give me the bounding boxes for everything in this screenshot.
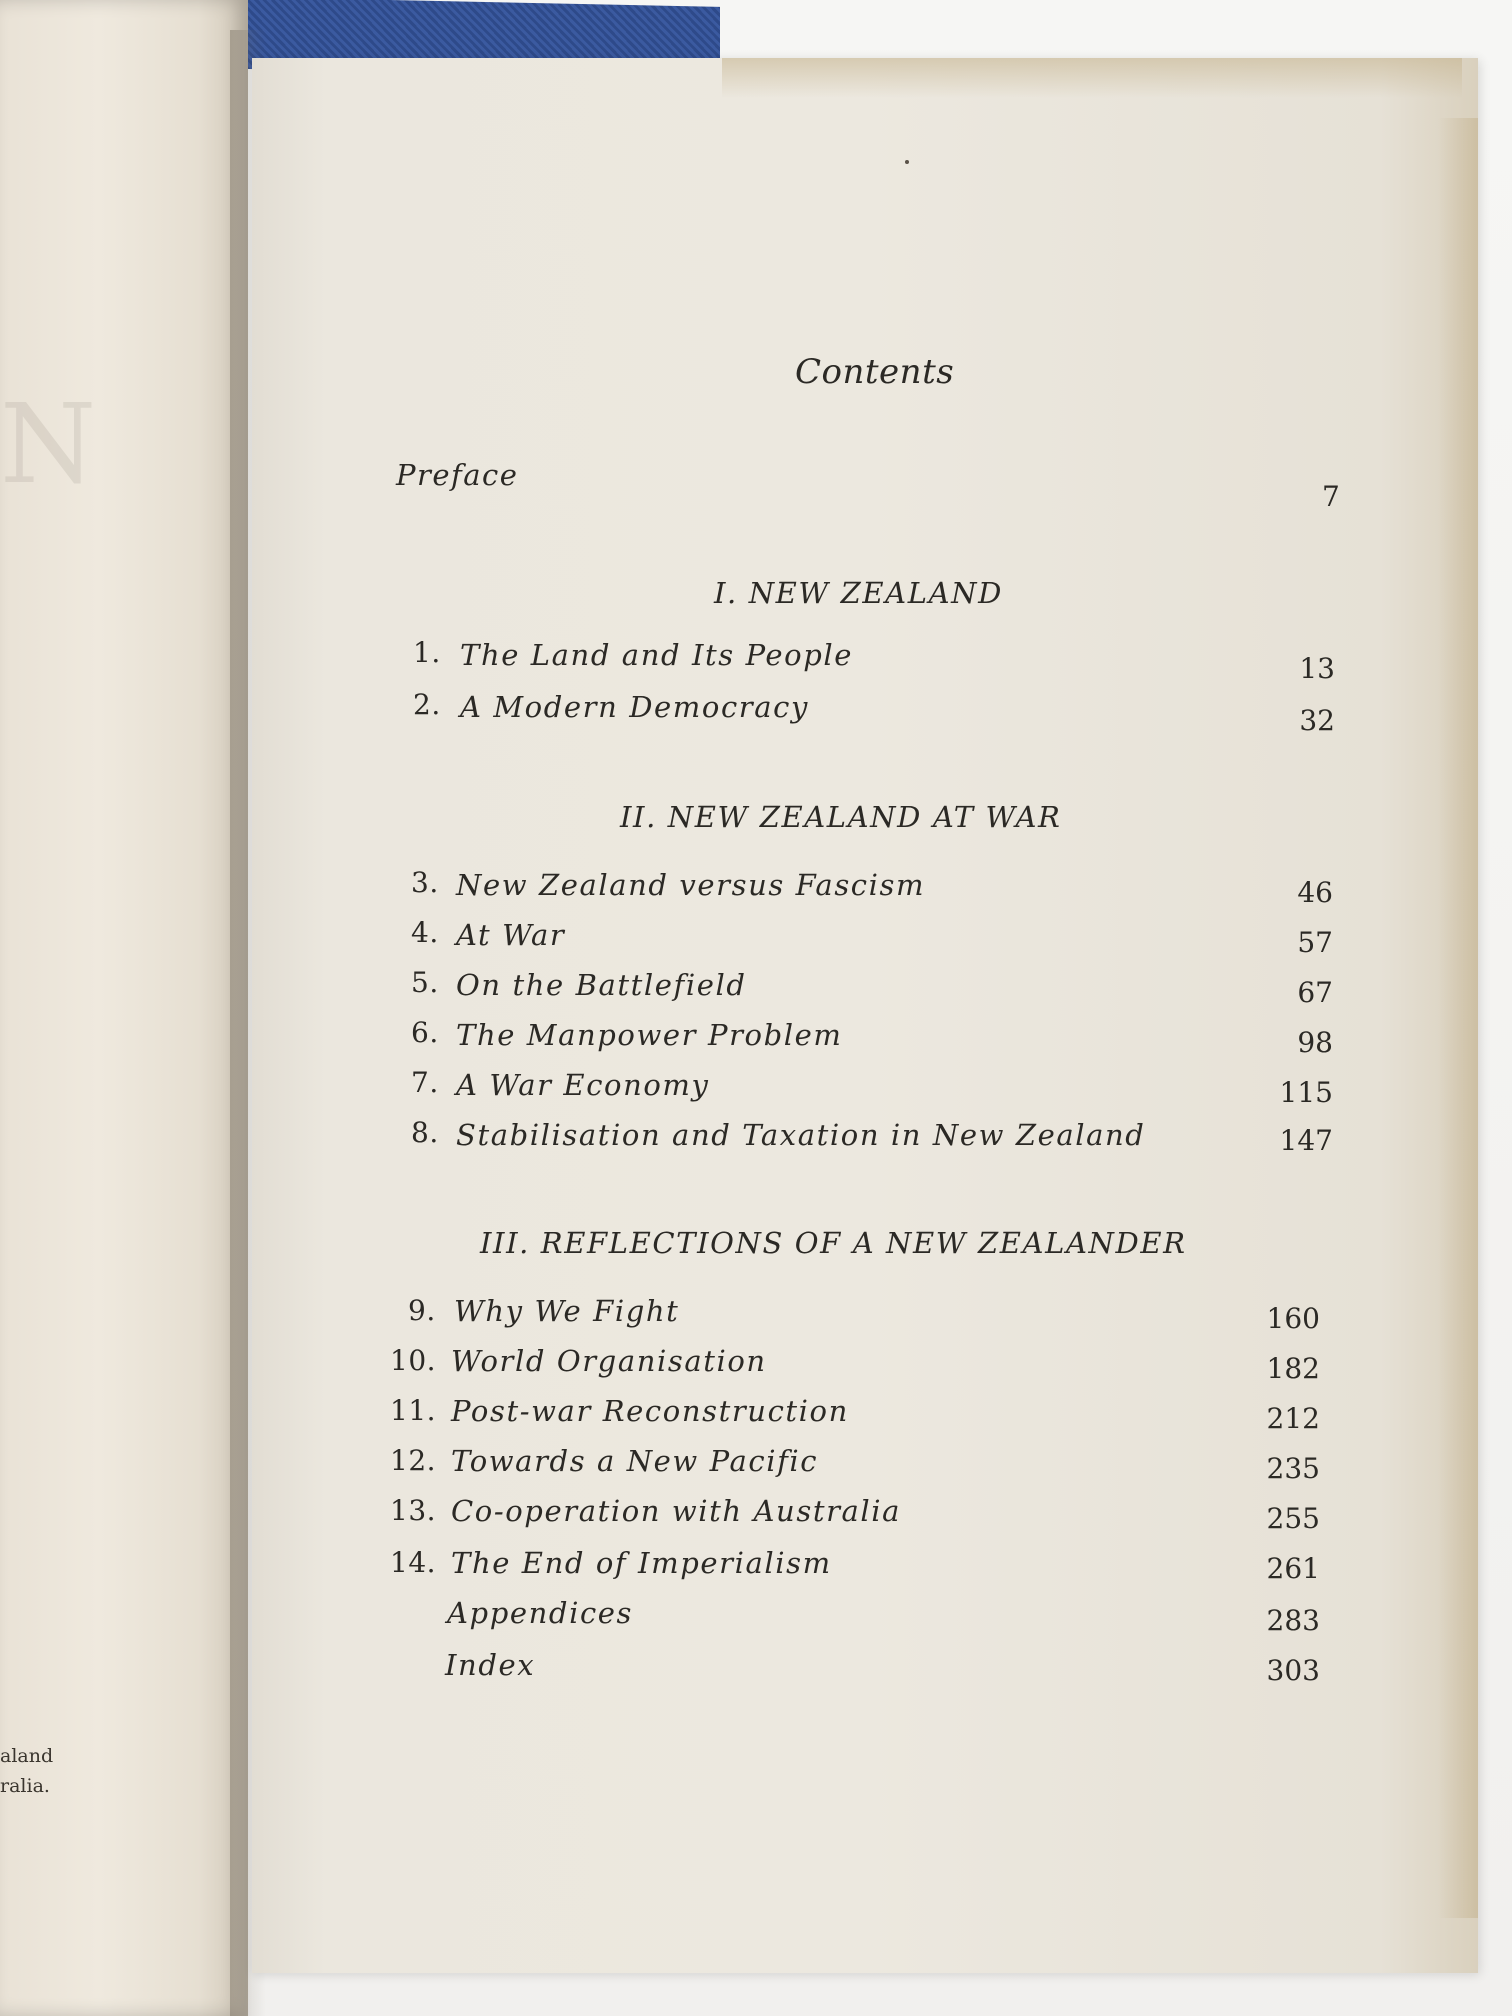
chapter-title: World Organisation [451,1344,767,1378]
chapter-page-number: 57 [1297,926,1333,959]
chapter-number: 6. [411,1016,439,1049]
chapter-title: A Modern Democracy [460,690,809,724]
bleed-through-mark: N [0,380,97,508]
chapter-number: 10. [390,1344,437,1377]
paper-speck [905,160,909,164]
chapter-number: 12. [390,1444,437,1477]
chapter-page-number: 212 [1266,1402,1320,1435]
chapter-title: At War [456,918,566,952]
page-title: Contents [795,352,955,392]
chapter-page-number: 255 [1266,1502,1320,1535]
chapter-number: 2. [413,688,441,721]
part-heading: II. NEW ZEALAND AT WAR [620,800,1062,834]
chapter-page-number: 147 [1279,1124,1333,1157]
left-page-text-fragment: aland [0,1745,54,1767]
left-page-text-fragment: ralia. [0,1775,50,1797]
chapter-title: The End of Imperialism [451,1546,832,1580]
chapter-number: 11. [390,1394,437,1427]
chapter-title: Why We Fight [454,1294,680,1328]
chapter-number: 8. [411,1116,439,1149]
chapter-page-number: 67 [1297,976,1333,1009]
preface-label: Preface [396,458,519,492]
chapter-title: On the Battlefield [456,968,747,1002]
chapter-page-number: 46 [1297,876,1333,909]
chapter-title: Towards a New Pacific [451,1444,819,1478]
chapter-page-number: 98 [1297,1026,1333,1059]
chapter-title: The Manpower Problem [456,1018,843,1052]
back-matter-title: Appendices [447,1596,634,1630]
chapter-title: New Zealand versus Fascism [456,868,926,902]
chapter-title: The Land and Its People [460,638,853,672]
part-heading: I. NEW ZEALAND [714,576,1003,610]
chapter-page-number: 182 [1266,1352,1320,1385]
chapter-number: 9. [408,1294,436,1327]
chapter-title: Stabilisation and Taxation in New Zealand [456,1118,1146,1152]
left-facing-page [0,0,248,2016]
back-matter-title: Index [445,1648,536,1682]
back-matter-page-number: 303 [1266,1654,1320,1687]
chapter-number: 4. [411,916,439,949]
chapter-page-number: 261 [1266,1552,1320,1585]
back-matter-page-number: 283 [1266,1604,1320,1637]
chapter-page-number: 32 [1299,704,1335,737]
chapter-title: Co-operation with Australia [451,1494,902,1528]
chapter-number: 14. [390,1546,437,1579]
preface-page-number: 7 [1322,480,1340,513]
chapter-page-number: 115 [1279,1076,1333,1109]
chapter-number: 7. [411,1066,439,1099]
chapter-page-number: 160 [1266,1302,1320,1335]
chapter-title: Post-war Reconstruction [451,1394,849,1428]
chapter-number: 5. [411,966,439,999]
chapter-title: A War Economy [456,1068,710,1102]
chapter-page-number: 235 [1266,1452,1320,1485]
chapter-number: 3. [411,866,439,899]
chapter-page-number: 13 [1299,652,1335,685]
part-heading: III. REFLECTIONS OF A NEW ZEALANDER [480,1226,1187,1260]
chapter-number: 1. [413,636,441,669]
chapter-number: 13. [390,1494,437,1527]
